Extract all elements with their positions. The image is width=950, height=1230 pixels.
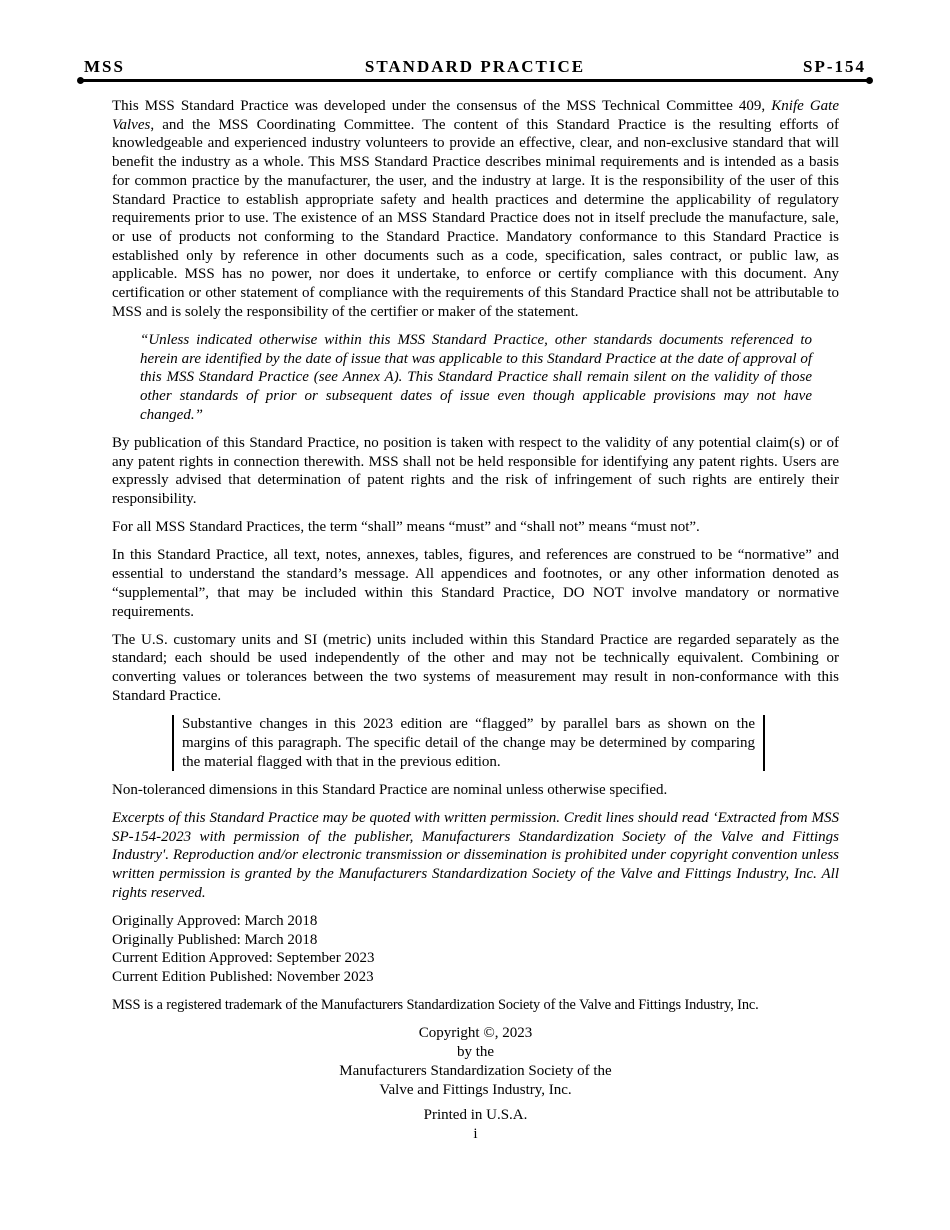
shall-definition-paragraph: For all MSS Standard Practices, the term “shall” means “must” and “shall not” means “must not”. (112, 519, 700, 536)
nontoleranced-paragraph: Non-toleranced dimensions in this Standard Practice are nominal unless otherwise specified. (112, 781, 668, 798)
normative-paragraph: In this Standard Practice, all text, notes, annexes, tables, figures, and references are construed to be “normative” and essential to understand the standard’s message. All appendices and footnotes, or any other information denoted as “supplemental”, that may be included within this Standard Practice, DO NOT involve mandatory or normative requirements. (112, 547, 839, 620)
originally-approved: Originally Approved: March 2018 (112, 912, 318, 929)
intro-paragraph: This MSS Standard Practice was developed under the consensus of the MSS Technical Committee 409, Knife Gate Valves, and the MSS Coordinating Committee. The content of this Standard Practice is the resulting efforts of knowledgeable and experienced industry volunteers to provide an effective, clear, and non-exclusive standard that will benefit the industry as a whole. This MSS Standard Practice describes minimal requirements and is intended as a basis for common practice by the manufacturer, the user, and the industry at large. It is the responsibility of the user of this Standard Practice to establish appropriate safety and health practices and determine the applicability of regulatory requirements prior to use. The existence of an MSS Standard Practice does not in itself preclude the manufacture, sale, or use of products not conforming to the Standard Practice. Mandatory conformance to this Standard Practice is established only by reference in other documents such as a code, specification, sales contract, or public law, as applicable. MSS has no power, nor does it undertake, to enforce or certify compliance with this document. Any certification or other statement of compliance with the requirements of this Standard Practice shall not be attributable to MSS and is solely the responsibility of the certifier or maker of the statement. (112, 98, 839, 320)
trademark-notice: MSS is a registered trademark of the Manufacturers Standardization Society of the Valve and Fittings Industry, Inc. (112, 997, 759, 1014)
page-number: i (473, 1125, 478, 1142)
page-header (84, 57, 866, 79)
originally-published: Originally Published: March 2018 (112, 931, 318, 948)
header-doc-number: SP-154 (803, 57, 866, 76)
copyright-line: Copyright ©, 2023 (418, 1025, 533, 1042)
document-body (112, 97, 839, 1144)
committee-name: Knife Gate Valves (112, 98, 839, 133)
flagged-changes-text: Substantive changes in this 2023 edition are “flagged” by parallel bars as shown on the margins of this paragraph. The specific detail of the change may be determined by comparing the material flagged with that in the previous edition. (182, 716, 755, 770)
printed-in: Printed in U.S.A. (423, 1107, 528, 1124)
patent-paragraph: By publication of this Standard Practice, no position is taken with respect to the validity of any potential claim(s) or of any patent rights in connection therewith. MSS shall not be held responsible for identifying any patent rights. Users are expressly advised that determination of patent rights and the risk of infringement of such rights are entirely their responsibility. (112, 434, 839, 508)
edition-dates (112, 912, 839, 987)
header-rule (80, 79, 870, 82)
flagged-changes-box (172, 715, 765, 771)
units-paragraph: The U.S. customary units and SI (metric) units included within this Standard Practice are regarded separately as the standard; each should be used independently of the other and may not be technically equivalent. Combining or converting values or tolerances between the two systems of measurement may result in non-conformance with this Standard Practice. (112, 631, 839, 704)
current-edition-approved: Current Edition Approved: September 2023 (112, 950, 375, 967)
standards-reference-quote: “Unless indicated otherwise within this MSS Standard Practice, other standards documents referenced to herein are identified by the date of issue that was applicable to this Standard Practice at the date of approval of this MSS Standard Practice (see Annex A). This Standard Practice shall remain silent on the validity of those other standards of prior or subsequent dates of issue even though applicable provisions may not have changed.” (140, 331, 812, 423)
excerpts-paragraph: Excerpts of this Standard Practice may be quoted with written permission. Credit lines should read ‘Extracted from MSS SP-154-2023 with permission of the publisher, Manufacturers Standardization Society of the Valve and Fittings Industry'. Reproduction and/or electronic transmission or dissemination is prohibited under copyright convention unless written permission is granted by the Manufacturers Standardization Society of the Valve and Fittings Industry, Inc. All rights reserved. (112, 809, 839, 901)
header-title: STANDARD PRACTICE (364, 57, 586, 76)
header-org: MSS (84, 57, 125, 76)
copyright-block: Copyright ©, 2023 by the Manufacturers Standardization Society of the Valve and Fittings Industry, Inc. (112, 1024, 839, 1099)
current-edition-published: Current Edition Published: November 2023 (112, 969, 374, 986)
